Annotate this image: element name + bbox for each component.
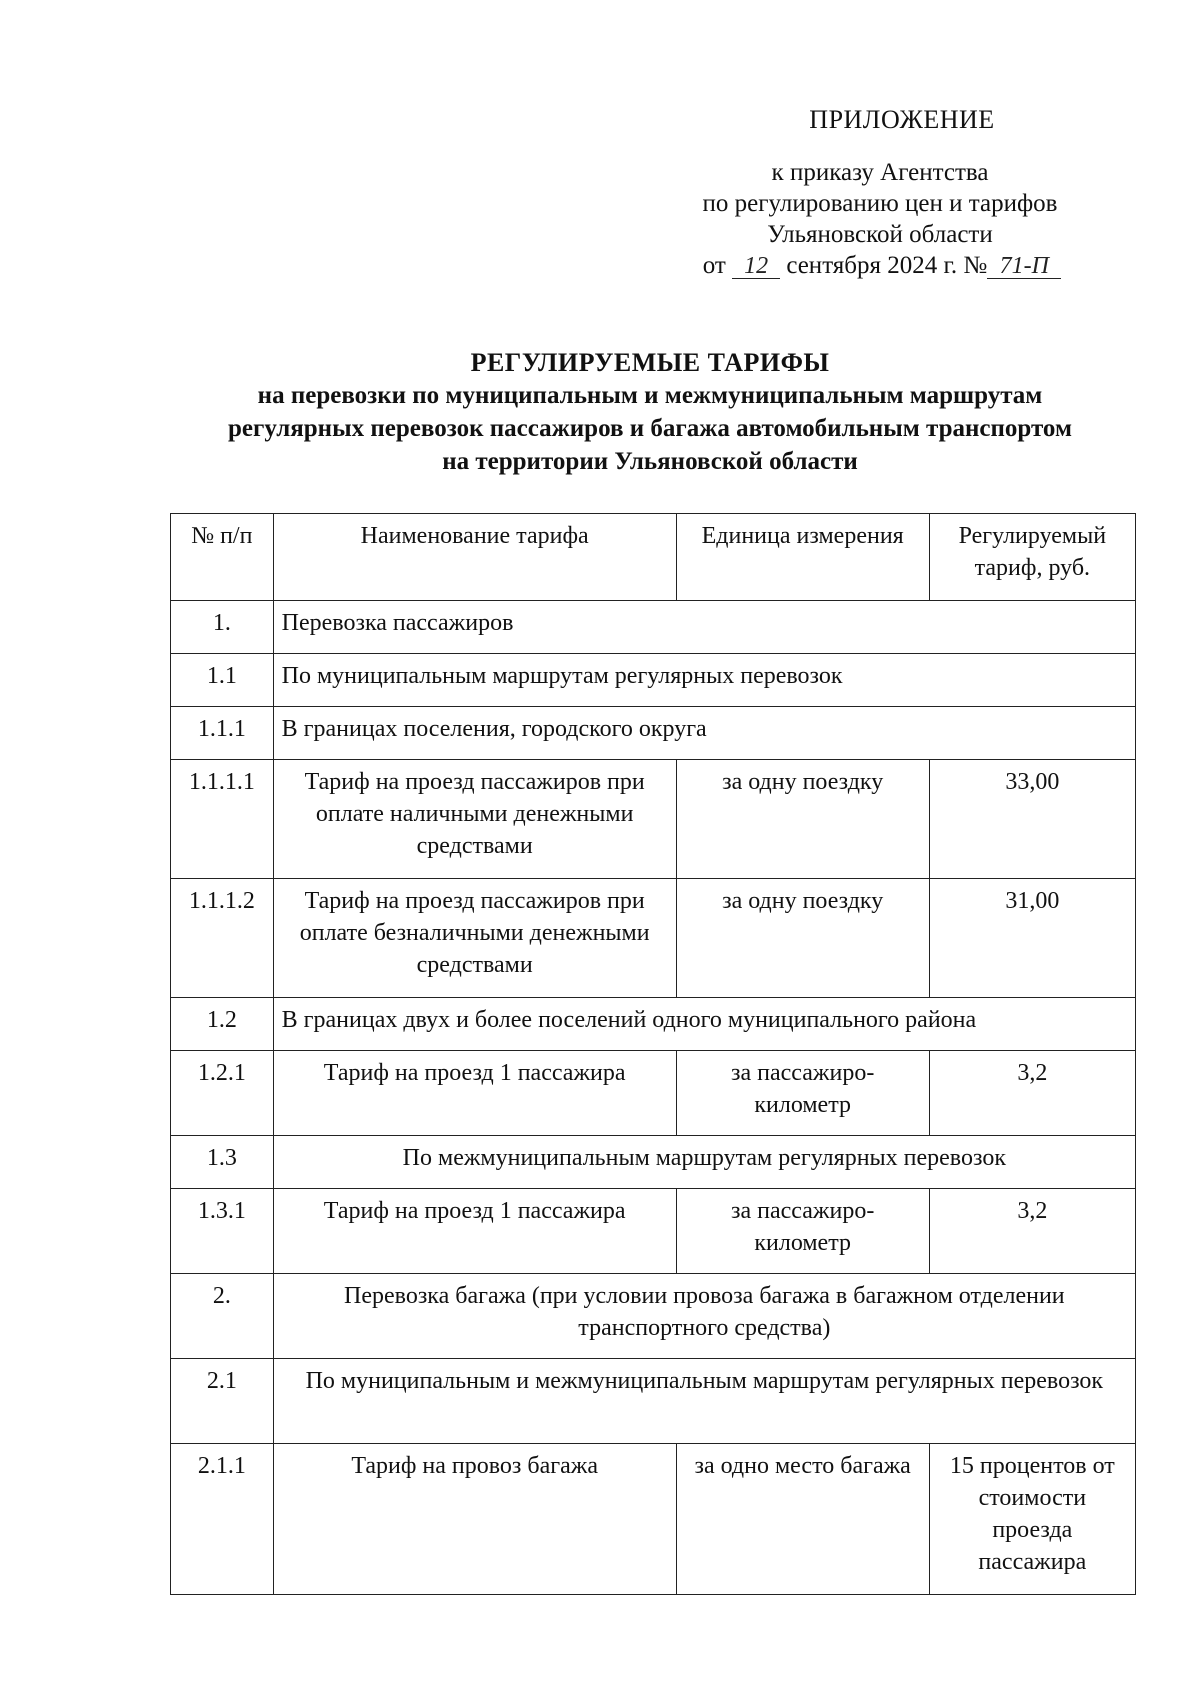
row-num: 1.3.1 xyxy=(171,1189,274,1274)
tariff-name: Тариф на проезд 1 пассажира xyxy=(273,1051,676,1136)
document-title xyxy=(150,346,1150,478)
table-row xyxy=(171,654,1136,707)
tariff-value: 31,00 xyxy=(929,879,1135,998)
annex-line: Ульяновской области xyxy=(767,221,993,248)
header-value: Регулируемый тариф, руб. xyxy=(929,514,1135,601)
table-row xyxy=(171,1189,1136,1274)
section-title: По межмуниципальным маршрутам регулярных перевозок xyxy=(273,1136,1135,1189)
tariff-unit: за пассажиро-километр xyxy=(676,1189,929,1274)
row-num: 1.2 xyxy=(171,998,274,1051)
tariff-unit: за одну поездку xyxy=(676,879,929,998)
annex-line: к приказу Агентства xyxy=(771,159,989,186)
table-row xyxy=(171,879,1136,998)
title-line: на территории Ульяновской области xyxy=(442,448,858,475)
row-num: 1.2.1 xyxy=(171,1051,274,1136)
date-prefix: от xyxy=(702,252,726,279)
title-line: регулярных перевозок пассажиров и багажа автомобильным транспортом xyxy=(228,415,1072,442)
row-num: 2.1.1 xyxy=(171,1444,274,1595)
table-row xyxy=(171,707,1136,760)
annex-header xyxy=(640,104,1120,281)
section-title: Перевозка багажа (при условии провоза багажа в багажном отделении транспортного средства) xyxy=(273,1274,1135,1359)
tariff-name: Тариф на проезд пассажиров при оплате безналичными денежными средствами xyxy=(273,879,676,998)
section-title: В границах поселения, городского округа xyxy=(273,707,1135,760)
section-title: По муниципальным маршрутам регулярных перевозок xyxy=(273,654,1135,707)
table-row xyxy=(171,1359,1136,1444)
tariff-name: Тариф на проезд 1 пассажира xyxy=(273,1189,676,1274)
title-line: на перевозки по муниципальным и межмуниципальным маршрутам xyxy=(257,382,1043,409)
order-date-line xyxy=(644,250,1120,281)
tariff-unit: за одно место багажа xyxy=(676,1444,929,1595)
tariff-unit: за одну поездку xyxy=(676,760,929,879)
table-row xyxy=(171,1136,1136,1189)
table-row xyxy=(171,1051,1136,1136)
row-num: 2.1 xyxy=(171,1359,274,1444)
table-row xyxy=(171,1274,1136,1359)
tariff-value: 3,2 xyxy=(929,1051,1135,1136)
annex-title: ПРИЛОЖЕНИЕ xyxy=(809,105,995,134)
annex-line: по регулированию цен и тарифов xyxy=(702,190,1058,217)
tariffs-table xyxy=(170,513,1136,1595)
tariff-unit: за пассажиро-километр xyxy=(676,1051,929,1136)
tariff-value: 3,2 xyxy=(929,1189,1135,1274)
row-num: 1.1 xyxy=(171,654,274,707)
section-title: В границах двух и более поселений одного муниципального района xyxy=(273,998,1135,1051)
row-num: 1.1.1 xyxy=(171,707,274,760)
section-title: По муниципальным и межмуниципальным маршрутам регулярных перевозок xyxy=(273,1359,1135,1444)
row-num: 1.1.1.2 xyxy=(171,879,274,998)
table-row xyxy=(171,1444,1136,1595)
table-row xyxy=(171,760,1136,879)
row-num: 1.1.1.1 xyxy=(171,760,274,879)
handwritten-day: 12 xyxy=(732,254,780,279)
header-unit: Единица измерения xyxy=(676,514,929,601)
section-title: Перевозка пассажиров xyxy=(273,601,1135,654)
tariff-value: 33,00 xyxy=(929,760,1135,879)
row-num: 1.3 xyxy=(171,1136,274,1189)
tariff-name: Тариф на провоз багажа xyxy=(273,1444,676,1595)
table-row xyxy=(171,601,1136,654)
tariff-value: 15 процентов от стоимости проезда пассажира xyxy=(929,1444,1135,1595)
title-main: РЕГУЛИРУЕМЫЕ ТАРИФЫ xyxy=(470,348,830,377)
date-rest: сентября 2024 г. № xyxy=(786,252,988,279)
row-num: 1. xyxy=(171,601,274,654)
table-row xyxy=(171,998,1136,1051)
table-header-row xyxy=(171,514,1136,601)
row-num: 2. xyxy=(171,1274,274,1359)
header-num: № п/п xyxy=(171,514,274,601)
handwritten-order-number: 71-П xyxy=(987,254,1061,279)
header-name: Наименование тарифа xyxy=(273,514,676,601)
tariff-name: Тариф на проезд пассажиров при оплате наличными денежными средствами xyxy=(273,760,676,879)
